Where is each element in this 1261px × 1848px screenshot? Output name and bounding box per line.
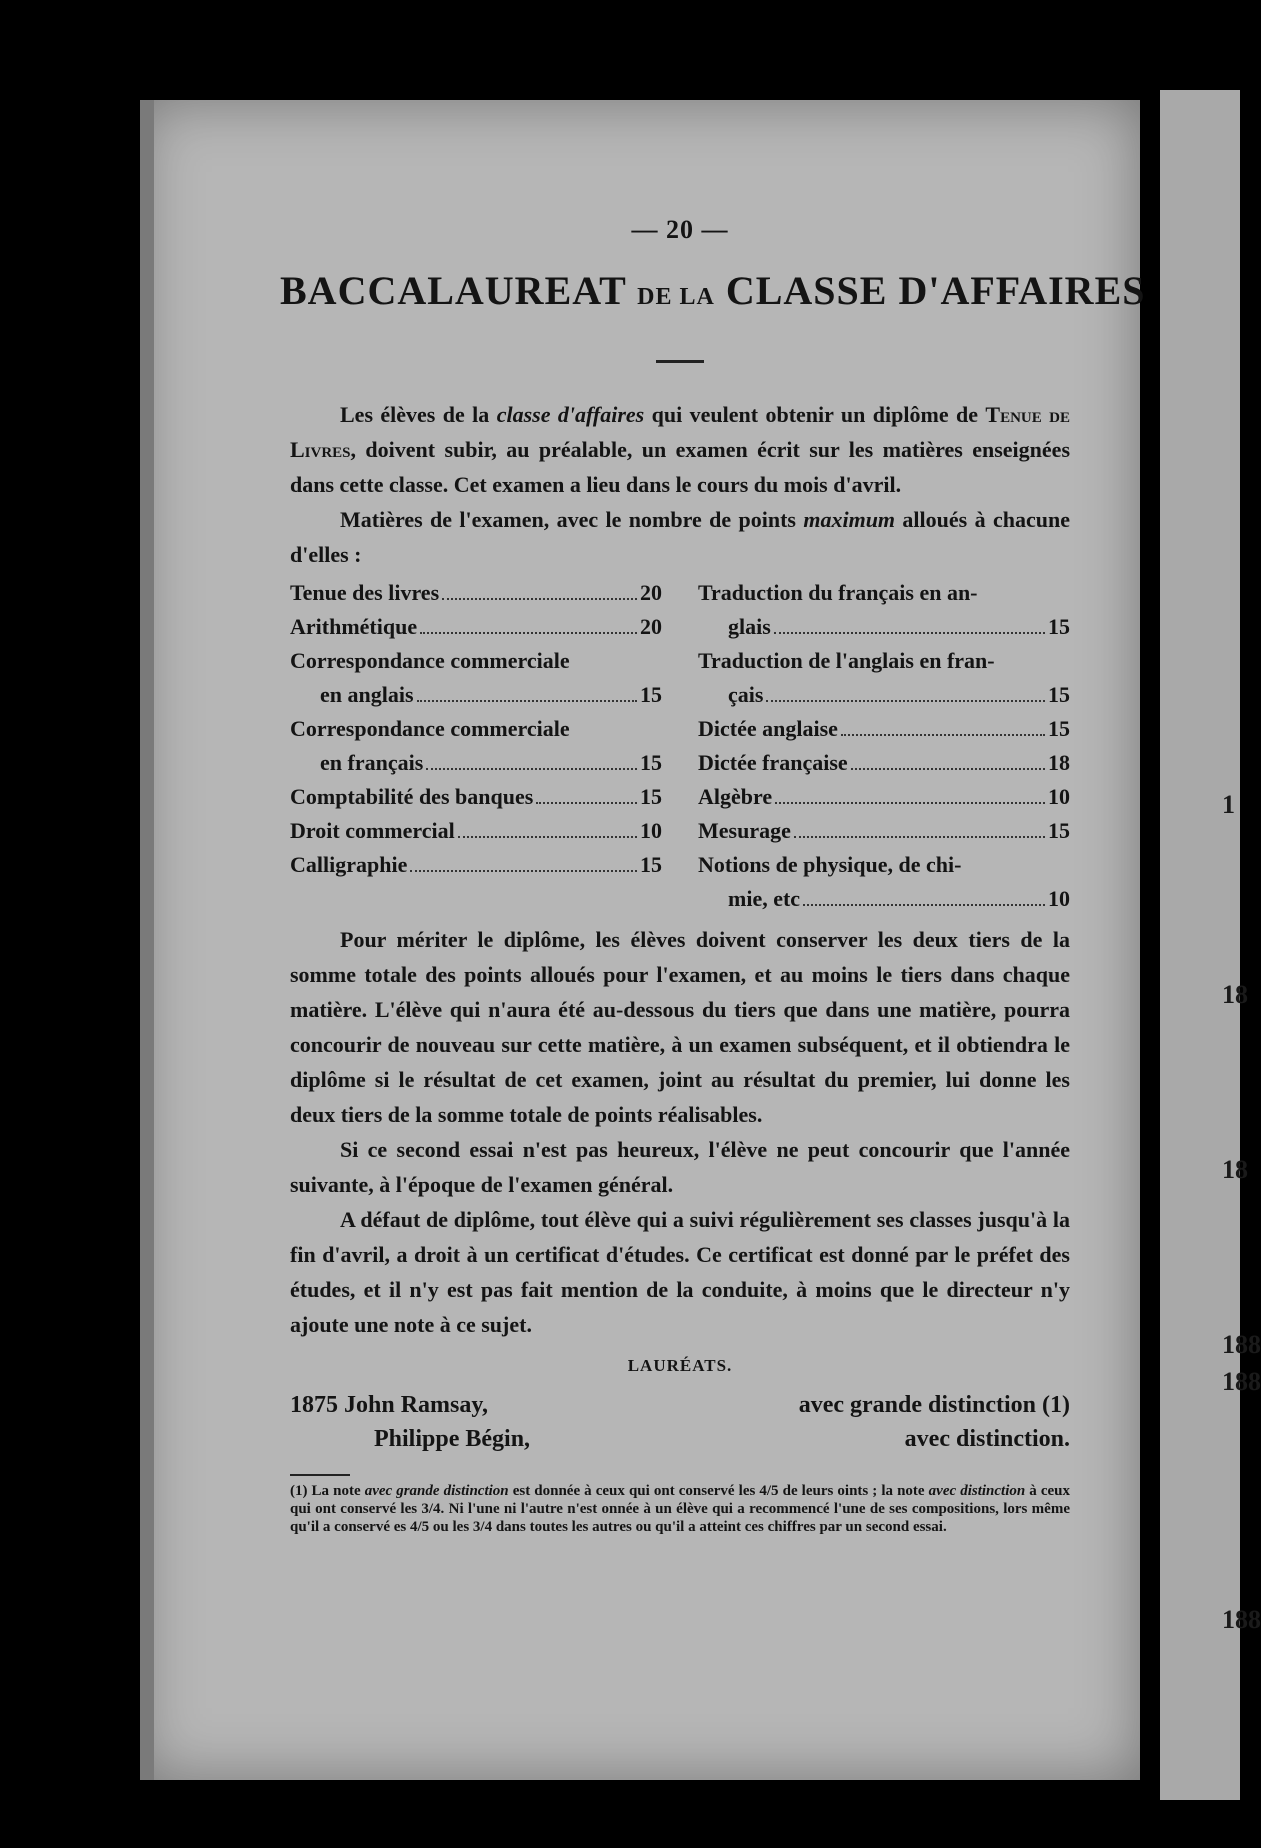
title-rule — [656, 360, 704, 363]
subject-row — [698, 678, 1070, 712]
subjects-left-column — [290, 576, 662, 916]
page-title — [280, 267, 1146, 314]
subject-points: 15 — [1048, 716, 1070, 741]
adjacent-fragment: 188 — [1222, 1605, 1261, 1634]
subject-row — [698, 610, 1070, 644]
subject-row — [290, 746, 662, 780]
rules-paragraph: Pour mériter le diplôme, les élèves doivent conserver les deux tiers de la somme totale des points alloués pour l'examen, et au moins le tiers dans chaque matière. L'élève qui n'aura été au-dessous du tiers que dans une matière, pourra concourir de nouveau sur cette matière, à un examen subséquent, et il obtiendra le diplôme si le résultat de cet examen, joint au résultat du premier, lui donne les deux tiers de la somme totale de points réalisables. — [290, 927, 1070, 1127]
subject-row — [698, 780, 1070, 814]
subject-points: 15 — [640, 852, 662, 877]
footnote-italic: avec distinction — [928, 1483, 1026, 1499]
second-attempt-paragraph: Si ce second essai n'est pas heureux, l'élève ne peut concourir que l'année suivante, à l'époque de l'examen général. — [290, 1137, 1070, 1197]
laureats-list — [290, 1388, 1070, 1456]
laureat-name: Philippe Bégin, — [374, 1426, 531, 1452]
subject-points: 10 — [640, 818, 662, 843]
subject-name: Tenue des livres — [290, 580, 440, 605]
subject-row — [290, 576, 662, 610]
laureat-name: 1875 John Ramsay, — [290, 1392, 489, 1418]
adjacent-page — [1160, 90, 1261, 1800]
footnote — [290, 1482, 1070, 1536]
leader-dots — [766, 700, 1045, 702]
subject-name: Correspondance commerciale — [290, 648, 570, 673]
subjects-table — [290, 576, 1070, 916]
leader-dots — [775, 802, 1045, 804]
subject-name: Dictée française — [698, 750, 848, 775]
certificate-paragraph: A défaut de diplôme, tout élève qui a suivi régulièrement ses classes jusqu'à la fin d'avril, a droit à un certificat d'études. Ce certificat est donné par le préfet des études, et il n'y est pas fait mention de la conduite, à moins que le directeur n'y ajoute une note à ce sujet. — [290, 1207, 1070, 1337]
adjacent-fragment: 1 — [1222, 790, 1235, 819]
subject-points: 20 — [640, 614, 662, 639]
intro-text: Les élèves de la — [340, 402, 497, 427]
adjacent-fragment: 188 — [1222, 1330, 1261, 1359]
leader-dots — [417, 700, 637, 702]
footnote-rule — [290, 1474, 350, 1476]
page-edge — [140, 100, 154, 1780]
subject-row — [290, 780, 662, 814]
adjacent-fragment: 18 — [1222, 980, 1248, 1009]
laureat-row — [290, 1388, 1070, 1422]
subject-points: 15 — [1048, 682, 1070, 707]
subject-row — [290, 610, 662, 644]
laureats-title: LAURÉATS. — [627, 1356, 733, 1375]
subject-row — [290, 678, 662, 712]
subject-name: Correspondance commerciale — [290, 716, 570, 741]
subject-points: 10 — [1048, 886, 1070, 911]
leader-dots — [410, 870, 637, 872]
subject-points: 15 — [1048, 614, 1070, 639]
subject-points: 20 — [640, 580, 662, 605]
laureat-row — [290, 1422, 1070, 1456]
subject-row — [290, 848, 662, 882]
subjects-intro-italic: maximum — [803, 507, 896, 532]
subjects-intro — [290, 502, 1070, 572]
footnote-text: est donnée à ceux qui ont conservé les 4/5 de leurs oints ; la note — [508, 1483, 929, 1499]
subject-name: Comptabilité des banques — [290, 784, 534, 809]
title-part-1: BACCALAUREAT — [280, 268, 627, 313]
subject-row — [290, 814, 662, 848]
subject-name-cont: en anglais — [320, 682, 414, 707]
footnote-text: à ceux qui ont conservé les 3/4. Ni l'une ni l'autre n'est onnée à un élève qui a recommencé l'une de ses compositions, lors même qu'il a conservé es 4/5 ou les 3/4 dans toutes les autres ou qu'il a atteint ces chiffres par un second essai. — [290, 1483, 1071, 1535]
intro-smallcaps: Tenue de Livres — [290, 402, 1070, 462]
intro-paragraph — [290, 397, 1070, 502]
adjacent-fragment: 188 — [1222, 1367, 1261, 1396]
subject-points: 15 — [1048, 818, 1070, 843]
page-number: — 20 — — [631, 215, 729, 244]
subject-points: 10 — [1048, 784, 1070, 809]
subjects-intro-text: Matières de l'examen, avec le nombre de points — [340, 507, 804, 532]
subject-points: 15 — [640, 682, 662, 707]
leader-dots — [841, 734, 1045, 736]
subjects-right-column — [698, 576, 1070, 916]
subject-name: Calligraphie — [290, 852, 408, 877]
subject-name-cont: çais — [728, 682, 764, 707]
intro-text: , doivent subir, au préalable, un examen écrit sur les matières enseignées dans cette classe. Cet examen a lieu dans le cours du mois d'avril. — [290, 437, 1070, 497]
leader-dots — [803, 904, 1045, 906]
subject-name: Dictée anglaise — [698, 716, 838, 741]
leader-dots — [426, 768, 637, 770]
subject-points: 15 — [640, 784, 662, 809]
subject-row — [698, 712, 1070, 746]
title-small: DE LA — [637, 284, 715, 310]
subject-row — [698, 814, 1070, 848]
subject-row — [698, 882, 1070, 916]
subject-name: Droit commercial — [290, 818, 455, 843]
subject-name: Arithmétique — [290, 614, 418, 639]
leader-dots — [458, 836, 637, 838]
subject-name: Algèbre — [698, 784, 773, 809]
title-part-2: CLASSE D'AFFAIRES — [725, 268, 1146, 313]
laureat-distinction: avec distinction. — [904, 1426, 1070, 1452]
subject-name: Notions de physique, de chi- — [698, 852, 962, 877]
leader-dots — [536, 802, 637, 804]
subject-points: 18 — [1048, 750, 1070, 775]
subjects-intro-text: alloués à chacune d'elles : — [290, 507, 1070, 567]
leader-dots — [420, 632, 637, 634]
page-content — [280, 215, 1146, 1536]
subject-name-cont: en français — [320, 750, 424, 775]
subject-points: 15 — [640, 750, 662, 775]
intro-text: qui veulent obtenir un diplôme de — [644, 402, 986, 427]
subject-name: Traduction du français en an- — [698, 580, 978, 605]
adjacent-fragment: 18 — [1222, 1155, 1248, 1184]
footnote-italic: avec grande distinction — [364, 1483, 509, 1499]
leader-dots — [794, 836, 1045, 838]
footnote-text: (1) La note — [290, 1483, 365, 1499]
subject-name-cont: mie, etc — [728, 886, 801, 911]
laureat-distinction: avec grande distinction (1) — [798, 1392, 1070, 1418]
subject-row — [698, 746, 1070, 780]
leader-dots — [774, 632, 1045, 634]
subject-name: Traduction de l'anglais en fran- — [698, 648, 995, 673]
intro-italic: classe d'affaires — [496, 402, 645, 427]
leader-dots — [851, 768, 1045, 770]
leader-dots — [442, 598, 637, 600]
subject-name: Mesurage — [698, 818, 791, 843]
subject-name-cont: glais — [728, 614, 771, 639]
